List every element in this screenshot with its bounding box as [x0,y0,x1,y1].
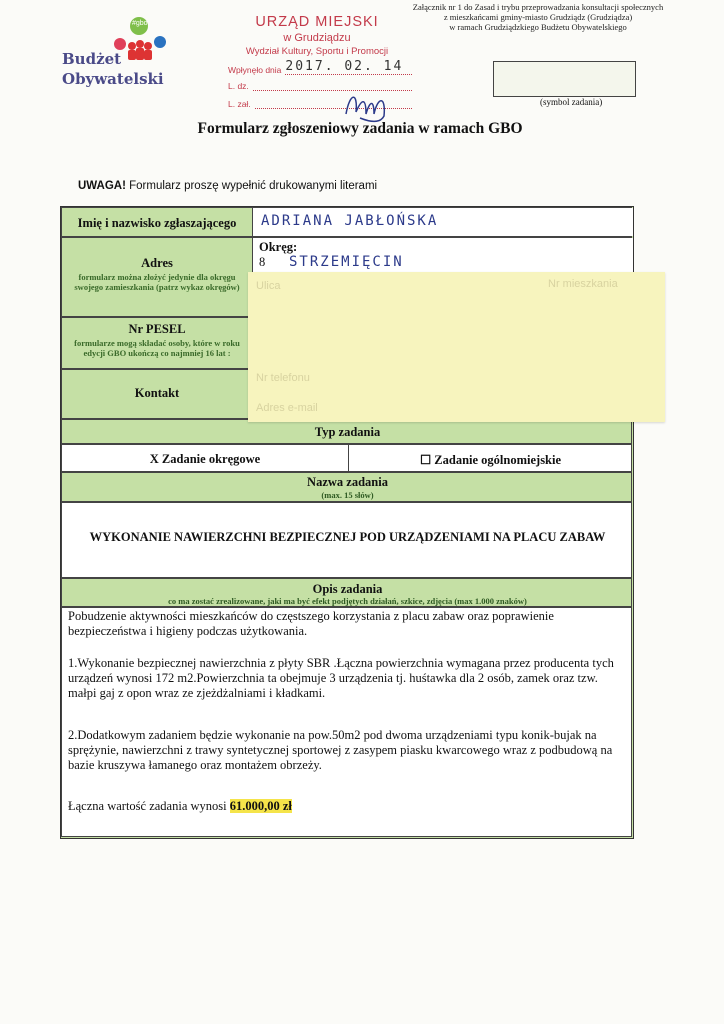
stamp-department: Wydział Kultury, Sportu i Promocji [245,46,389,57]
registry-stamp [222,14,412,124]
logo-line1: Budżet [62,50,122,68]
task-name-header-row [61,472,632,502]
attachment-line-3: w ramach Grudziądzkiego Budżetu Obywatelskiego [449,22,627,32]
warning-text: Formularz proszę wypełnić drukowanymi literami [125,180,378,192]
redacted-field-phone: Nr telefonu [256,372,310,384]
redacted-field-apartment: Nr mieszkania [548,278,618,290]
address-hint: formularz można złożyć jedynie dla okręgu swojego zamieszkania (patrz wykaz okręgów) [74,272,240,292]
attachment-line-2: z mieszkańcami gminy-miasto Grudziądz (Grudziądza) [443,12,633,22]
description-hint: co ma zostać zrealizowane, jaki ma być efekt podjętych działań, szkice, zdjęcia (max 1.000 znaków) [168,596,527,606]
page-title: Formularz zgłoszeniowy zadania w ramach GBO [197,120,523,137]
stamp-received-value: 2017. 02. 14 [285,59,412,75]
redacted-field-street: Ulica [256,280,281,292]
task-type-options-row [61,444,632,472]
gbo-logo [58,14,178,94]
stamp-office: URZĄD MIEJSKI [255,14,379,30]
name-value-cell[interactable] [252,208,633,236]
stamp-ld-label: L. dz. [228,81,249,91]
district-label: Okręg: [259,240,298,254]
task-name-value: WYKONANIE NAWIERZCHNI BEZPIECZNEJ POD URZĄDZENIAMI NA PLACU ZABAW [89,530,606,544]
description-header-row [61,578,632,607]
district-value: STRZEMIĘCIN [289,254,404,270]
stamp-lzal-label: L. zał. [228,99,251,109]
contact-label: Kontakt [134,386,180,400]
task-name-header: Nazwa zadania [307,475,388,489]
name-value: ADRIANA JABŁOŃSKA [261,213,439,229]
pesel-label: Nr PESEL [128,322,186,336]
redaction-sticky-note [248,272,665,422]
task-type-city-option[interactable]: ☐ Zadanie ogólnomiejskie [419,453,562,467]
name-label: Imię i nazwisko zgłaszającego [77,216,237,230]
total-label: Łączna wartość zadania wynosi [68,799,230,813]
name-row [61,207,632,237]
warning-note [78,180,377,192]
total-line [68,799,625,814]
description-body[interactable] [61,607,632,837]
task-name-hint: (max. 15 słów) [321,490,374,500]
warning-bold: UWAGA! [78,180,126,192]
description-paragraph-3: 2.Dodatkowym zadaniem będzie wykonanie na pow.50m2 pod dwoma urządzeniami typu konik-bujak na sprężynie, nawierzchni z trawy syntetycznej sportowej z zasypem piasku kwarcowego wraz z podbudową na bazie kruszywa łamanego oraz montażem obrzeży. [68,728,613,772]
symbol-box [493,61,636,97]
stamp-city: w Grudziądzu [283,32,351,44]
description-header: Opis zadania [312,582,383,596]
address-label: Adres [141,256,173,270]
stamp-received-label: Wpłynęło dnia [228,65,282,75]
attachment-line-1: Załącznik nr 1 do Zasad i trybu przeprowadzania konsultacji społecznych [412,2,664,12]
total-value: 61.000,00 zł [229,799,292,813]
pesel-hint: formularze mogą składać osoby, które w roku edycji GBO ukończą co najmniej 16 lat : [74,338,240,358]
description-paragraph-1: Pobudzenie aktywności mieszkańców do częstszego korzystania z placu zabaw oraz poprawienie bezpieczeństwa i higieny podczas użytkowania. [68,609,554,638]
logo-badge: #gbo [132,20,148,27]
description-paragraph-2: 1.Wykonanie bezpiecznej nawierzchnia z płyty SBR .Łączna powierzchnia wymagana przez producenta tych urządzeń wynosi 172 m2.Powierzchnia ta obejmuje 3 urządzenia tj. huśtawka dla 2 osób, zamek oraz tzw. małpi gaj z opon wraz ze zjeżdżalniami i kładkami. [68,656,614,700]
attachment-note [398,2,678,32]
task-type-local-option[interactable]: X Zadanie okręgowe [149,452,261,466]
redacted-field-email: Adres e-mail [256,402,318,414]
task-type-header-row [61,419,632,444]
task-type-header: Typ zadania [314,425,381,439]
symbol-label: (symbol zadania) [540,97,603,107]
task-name-value-cell[interactable] [61,502,632,578]
logo-line2: Obywatelski [62,70,164,88]
district-number: 8 [259,255,266,269]
